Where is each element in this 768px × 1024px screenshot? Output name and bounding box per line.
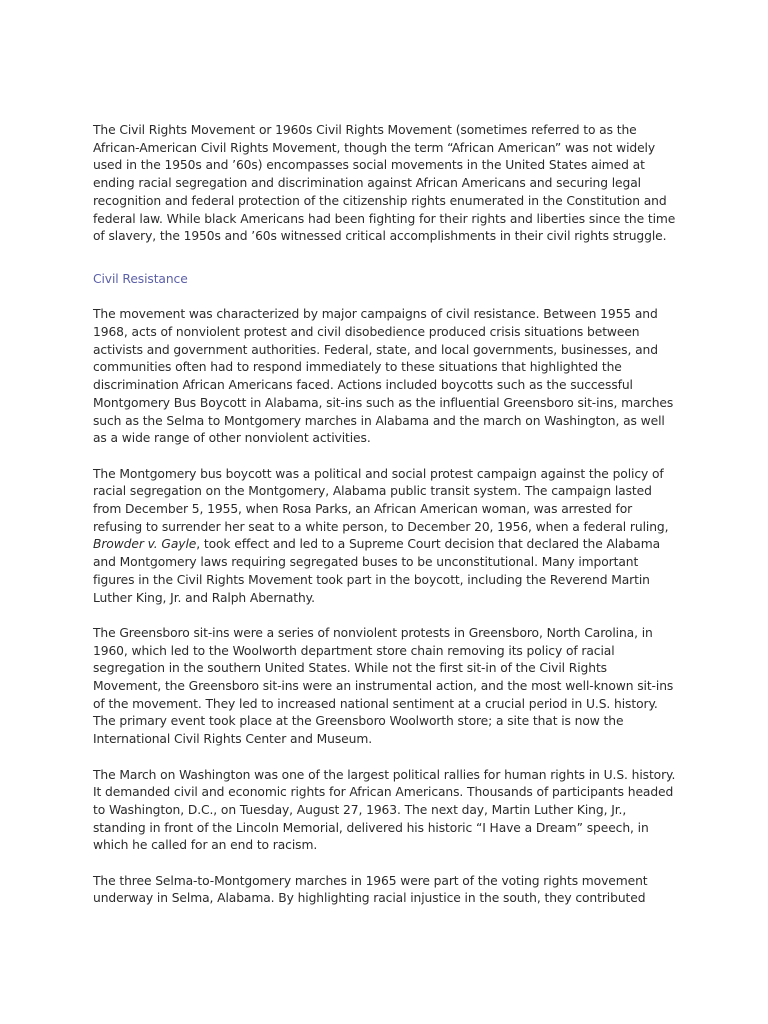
greensboro-paragraph: The Greensboro sit-ins were a series of nonviolent protests in Greensboro, North Carolina, in 1960, which led to the Woolworth department store chain removing its policy of racial segregation in the southern United States. While not the first sit-in of the Civil Rights Movement, the Greensboro sit-ins were an instrumental action, and the most well-known sit-ins of the movement. They led to increased national sentiment at a crucial period in U.S. history. The primary event took place at the Greensboro Woolworth store; a site that is now the International Civil Rights Center and Museum. — [93, 625, 674, 747]
civil-resistance-paragraph: The movement was characterized by major campaigns of civil resistance. Between 1955 and 1968, acts of nonviolent protest and civil disobedience produced crisis situations between activists and government authorities. Federal, state, and local governments, businesses, and communities often had to respond immediately to these situations that highlighted the discrimination African Americans faced. Actions included boycotts such as the successful Montgomery Bus Boycott in Alabama, sit-ins such as the influential Greensboro sit-ins, marches such as the Selma to Montgomery marches in Alabama and the march on Washington, as well as a wide range of other nonviolent activities. — [93, 307, 674, 446]
montgomery-text-part-1: The Montgomery bus boycott was a political and social protest campaign against the policy of racial segregation on the Montgomery, Alabama public transit system. The campaign lasted from December 5, 1955, when Rosa Parks, an African American woman, was arrested for refusing to surrender her seat to a white person, to December 20, 1956, when a federal ruling, — [93, 466, 669, 534]
montgomery-boycott-paragraph — [93, 466, 678, 608]
document-page — [93, 122, 678, 926]
montgomery-text-part-2: , took effect and led to a Supreme Court decision that declared the Alabama and Montgomery laws requiring segregated buses to be unconstitutional. Many important figures in the Civil Rights Movement took part in the boycott, including the Reverend Martin Luther King, Jr. and Ralph Abernathy. — [93, 537, 661, 605]
case-name-italic: Browder v. Gayle — [93, 537, 197, 552]
section-heading-civil-resistance: Civil Resistance — [93, 271, 188, 286]
selma-paragraph: The three Selma-to-Montgomery marches in 1965 were part of the voting rights movement underway in Selma, Alabama. By highlighting racial injustice in the south, they contributed — [93, 873, 648, 906]
intro-paragraph: The Civil Rights Movement or 1960s Civil Rights Movement (sometimes referred to as the African-American Civil Rights Movement, though the term “African American” was not widely used in the 1950s and ’60s) encompasses social movements in the United States aimed at ending racial segregation and discrimination against African Americans and securing legal recognition and federal protection of the citizenship rights enumerated in the Constitution and federal law. While black Americans had been fighting for their rights and liberties since the time of slavery, the 1950s and ’60s witnessed critical accomplishments in their civil rights struggle. — [93, 123, 676, 244]
march-on-washington-paragraph: The March on Washington was one of the largest political rallies for human rights in U.S. history. It demanded civil and economic rights for African Americans. Thousands of participants headed to Washington, D.C., on Tuesday, August 27, 1963. The next day, Martin Luther King, Jr., standing in front of the Lincoln Memorial, delivered his historic “I Have a Dream” speech, in which he called for an end to racism. — [93, 767, 676, 853]
